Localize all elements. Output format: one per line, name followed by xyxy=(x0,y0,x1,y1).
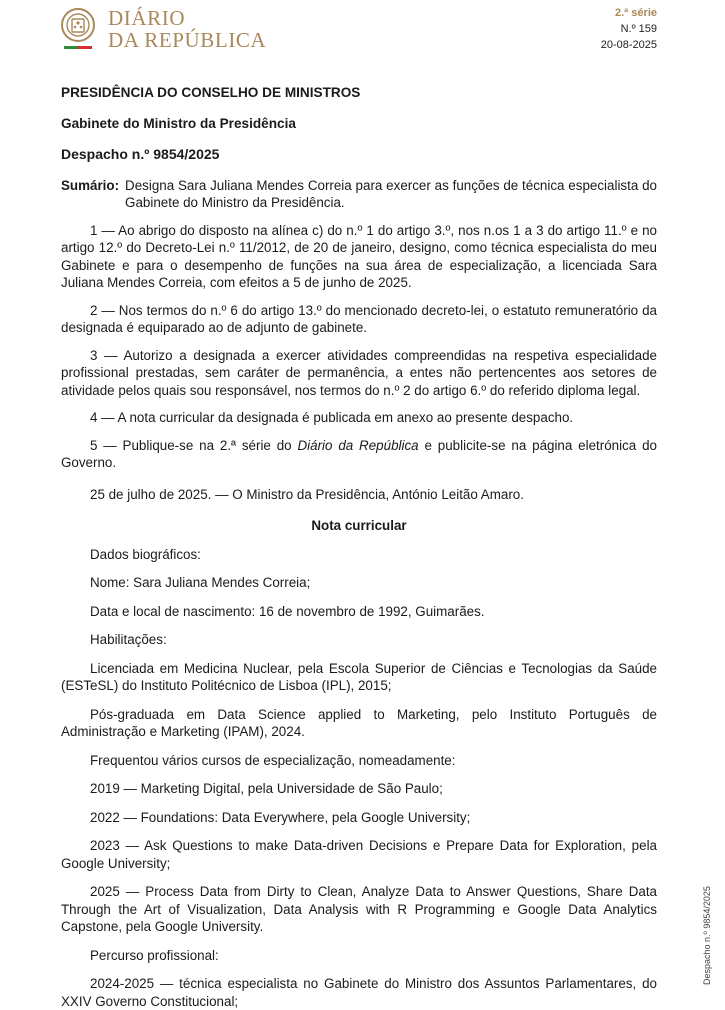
republic-emblem-icon xyxy=(60,7,96,53)
office-heading: Gabinete do Ministro da Presidência xyxy=(61,115,657,133)
nota-line: 2024-2025 — técnica especialista no Gabinete do Ministro dos Assuntos Parlamentares, do XXIV Governo Constitucional; xyxy=(61,975,657,1010)
issue-info xyxy=(601,5,657,53)
nota-line: Data e local de nascimento: 16 de novembro de 1992, Guimarães. xyxy=(61,603,657,621)
nota-line: 2019 — Marketing Digital, pela Universidade de São Paulo; xyxy=(61,780,657,798)
publication-title xyxy=(108,7,266,51)
issue-date: 20-08-2025 xyxy=(601,37,657,53)
paragraph-5-start: 5 — Publique-se na 2.ª série do xyxy=(90,438,297,453)
signature-line: 25 de julho de 2025. — O Ministro da Presidência, António Leitão Amaro. xyxy=(61,486,657,504)
nota-line: 2025 — Process Data from Dirty to Clean, Analyze Data to Answer Questions, Share Data Through the Art of Visualization, Data Analysis with R Programming e Google Data Analytics Capstone, pela Google University. xyxy=(61,883,657,936)
paragraph-2: 2 — Nos termos do n.º 6 do artigo 13.º do mencionado decreto-lei, o estatuto remuneratório da designada é equiparado ao de adjunto de gabinete. xyxy=(61,302,657,337)
organization-heading: PRESIDÊNCIA DO CONSELHO DE MINISTROS xyxy=(61,84,657,102)
nota-line: 2023 — Ask Questions to make Data-driven Decisions e Prepare Data for Exploration, pela Google University; xyxy=(61,837,657,872)
paragraph-5-end: e publicite-se na página eletrónica do Governo. xyxy=(61,438,657,471)
nota-curricular-title: Nota curricular xyxy=(61,517,657,535)
nota-line: 2022 — Foundations: Data Everywhere, pela Google University; xyxy=(61,809,657,827)
nota-line: Nome: Sara Juliana Mendes Correia; xyxy=(61,574,657,592)
nota-line: Percurso profissional: xyxy=(61,947,657,965)
summary-text: Designa Sara Juliana Mendes Correia para exercer as funções de técnica especialista do Gabinete do Ministro da Presidência. xyxy=(125,177,657,212)
issue-number: N.º 159 xyxy=(601,21,657,37)
publication-title-line1: DIÁRIO xyxy=(108,7,266,29)
nota-line: Licenciada em Medicina Nuclear, pela Escola Superior de Ciências e Tecnologias da Saúde (ESTeSL) do Instituto Politécnico de Lisboa (IPL), 2015; xyxy=(61,660,657,695)
paragraph-5-journal: Diário da República xyxy=(297,438,418,453)
side-reference: Despacho n.º 9854/2025 xyxy=(702,886,712,985)
despacho-heading: Despacho n.º 9854/2025 xyxy=(61,146,657,164)
nota-line: Pós-graduada em Data Science applied to Marketing, pelo Instituto Português de Administração e Marketing (IPAM), 2024. xyxy=(61,706,657,741)
publication-title-line2: DA REPÚBLICA xyxy=(108,29,266,51)
nota-line: Habilitações: xyxy=(61,631,657,649)
paragraph-1: 1 — Ao abrigo do disposto na alínea c) do n.º 1 do artigo 3.º, nos n.os 1 a 3 do artigo 11.º e no artigo 12.º do Decreto-Lei n.º 11/2012, de 20 de janeiro, designo, como técnica especialista do meu Gabinete e para o desempenho de funções na sua área de especialização, a licenciada Sara Juliana Mendes Correia, com efeitos a 5 de junho de 2025. xyxy=(61,222,657,292)
summary-label: Sumário: xyxy=(61,177,119,212)
paragraph-5 xyxy=(61,437,657,472)
nota-line: Dados biográficos: xyxy=(61,546,657,564)
nota-line: Frequentou vários cursos de especialização, nomeadamente: xyxy=(61,752,657,770)
nota-curricular-body xyxy=(61,546,657,1010)
page-header xyxy=(0,0,725,64)
summary xyxy=(61,177,657,212)
serie-label: 2.ª série xyxy=(601,5,657,21)
paragraph-4: 4 — A nota curricular da designada é publicada em anexo ao presente despacho. xyxy=(61,409,657,427)
document-body xyxy=(61,84,657,1010)
paragraph-3: 3 — Autorizo a designada a exercer atividades compreendidas na respetiva especialidade profissional prestadas, sem caráter de permanência, a entes não pertencentes aos setores de atividade pelos quais sou responsável, nos termos do n.º 2 do artigo 6.º do referido diploma legal. xyxy=(61,347,657,400)
